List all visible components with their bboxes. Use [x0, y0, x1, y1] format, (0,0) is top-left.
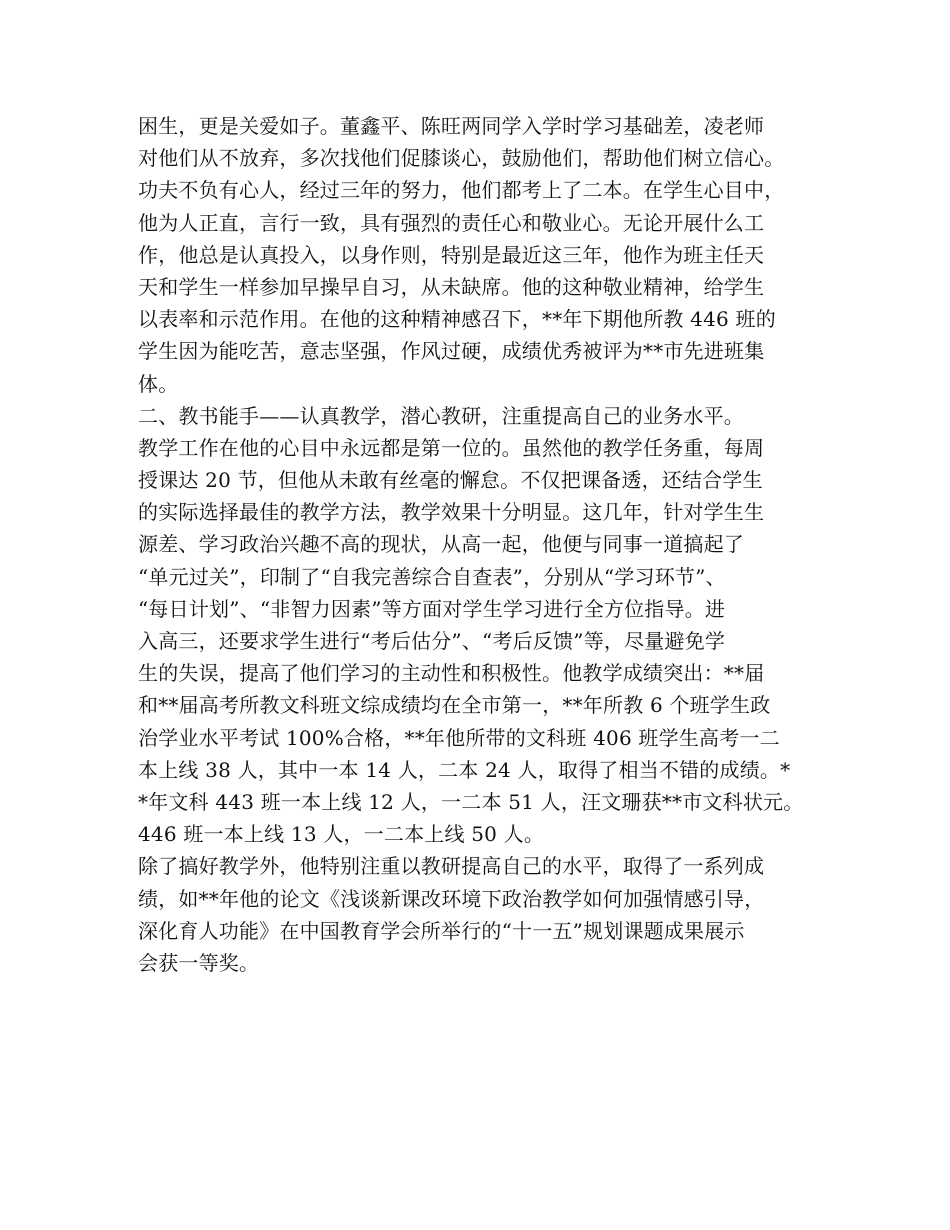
text-line: 和**届高考所教文科班文综成绩均在全市第一，**年所教 6 个班学生政 [138, 693, 771, 718]
text-line: 会获一等奖。 [138, 950, 260, 975]
text-line: 学生因为能吃苦，意志坚强，作风过硬，成绩优秀被评为**市先进班集 [138, 339, 765, 364]
text-line: 治学业水平考试 100%合格，**年他所带的文科班 406 班学生高考一二 [138, 725, 780, 750]
text-line: 功夫不负有心人，经过三年的努力，他们都考上了二本。在学生心目中， [138, 178, 785, 203]
text-line: “每日计划”、“非智力因素”等方面对学生学习进行全方位指导。进 [138, 596, 726, 621]
text-line: 除了搞好教学外，他特别注重以教研提高自己的水平，取得了一系列成 [138, 854, 765, 879]
body-text [138, 110, 828, 979]
text-line: 深化育人功能》在中国教育学会所举行的“十一五”规划课题成果展示 [138, 918, 745, 943]
text-line: 作，他总是认真投入，以身作则，特别是最近这三年，他作为班主任天 [138, 242, 765, 267]
text-line: 以表率和示范作用。在他的这种精神感召下，**年下期他所教 446 班的 [138, 307, 776, 332]
text-line: 源差、学习政治兴趣不高的现状，从高一起，他便与同事一道搞起了 [138, 532, 744, 557]
text-line: 体。 [138, 371, 179, 396]
text-line: 教学工作在他的心目中永远都是第一位的。虽然他的教学任务重，每周 [138, 435, 765, 460]
text-line: 他为人正直，言行一致，具有强烈的责任心和敬业心。无论开展什么工 [138, 210, 765, 235]
text-line: 446 班一本上线 13 人，一二本上线 50 人。 [138, 822, 545, 847]
text-line: 生的失误，提高了他们学习的主动性和积极性。他教学成绩突出：**届 [138, 661, 765, 686]
text-line: 入高三，还要求学生进行“考后估分”、“考后反馈”等，尽量避免学 [138, 629, 726, 653]
text-line: 的实际选择最佳的教学方法，教学效果十分明显。这几年，针对学生生 [138, 500, 765, 525]
section-heading: 二、教书能手——认真教学，潜心教研，注重提高自己的业务水平。 [138, 403, 744, 428]
text-line: “单元过关”，印制了“自我完善综合自查表”，分别从“学习环节”、 [138, 564, 726, 589]
text-line: 对他们从不放弃，多次找他们促膝谈心，鼓励他们，帮助他们树立信心。 [138, 146, 785, 171]
text-line: 绩，如**年他的论文《浅谈新课改环境下政治教学如何加强情感引导， [138, 886, 765, 911]
text-line: 天和学生一样参加早操早自习，从未缺席。他的这种敬业精神，给学生 [138, 274, 765, 299]
text-line: 困生，更是关爱如子。董鑫平、陈旺两同学入学时学习基础差，凌老师 [138, 114, 765, 138]
text-line: 授课达 20 节，但他从未敢有丝毫的懈怠。不仅把课备透，还结合学生 [138, 468, 763, 493]
text-line: 本上线 38 人，其中一本 14 人，二本 24 人，取得了相当不错的成绩。* [138, 757, 791, 782]
text-line: *年文科 443 班一本上线 12 人，一二本 51 人，汪文珊获**市文科状元。 [138, 789, 804, 814]
